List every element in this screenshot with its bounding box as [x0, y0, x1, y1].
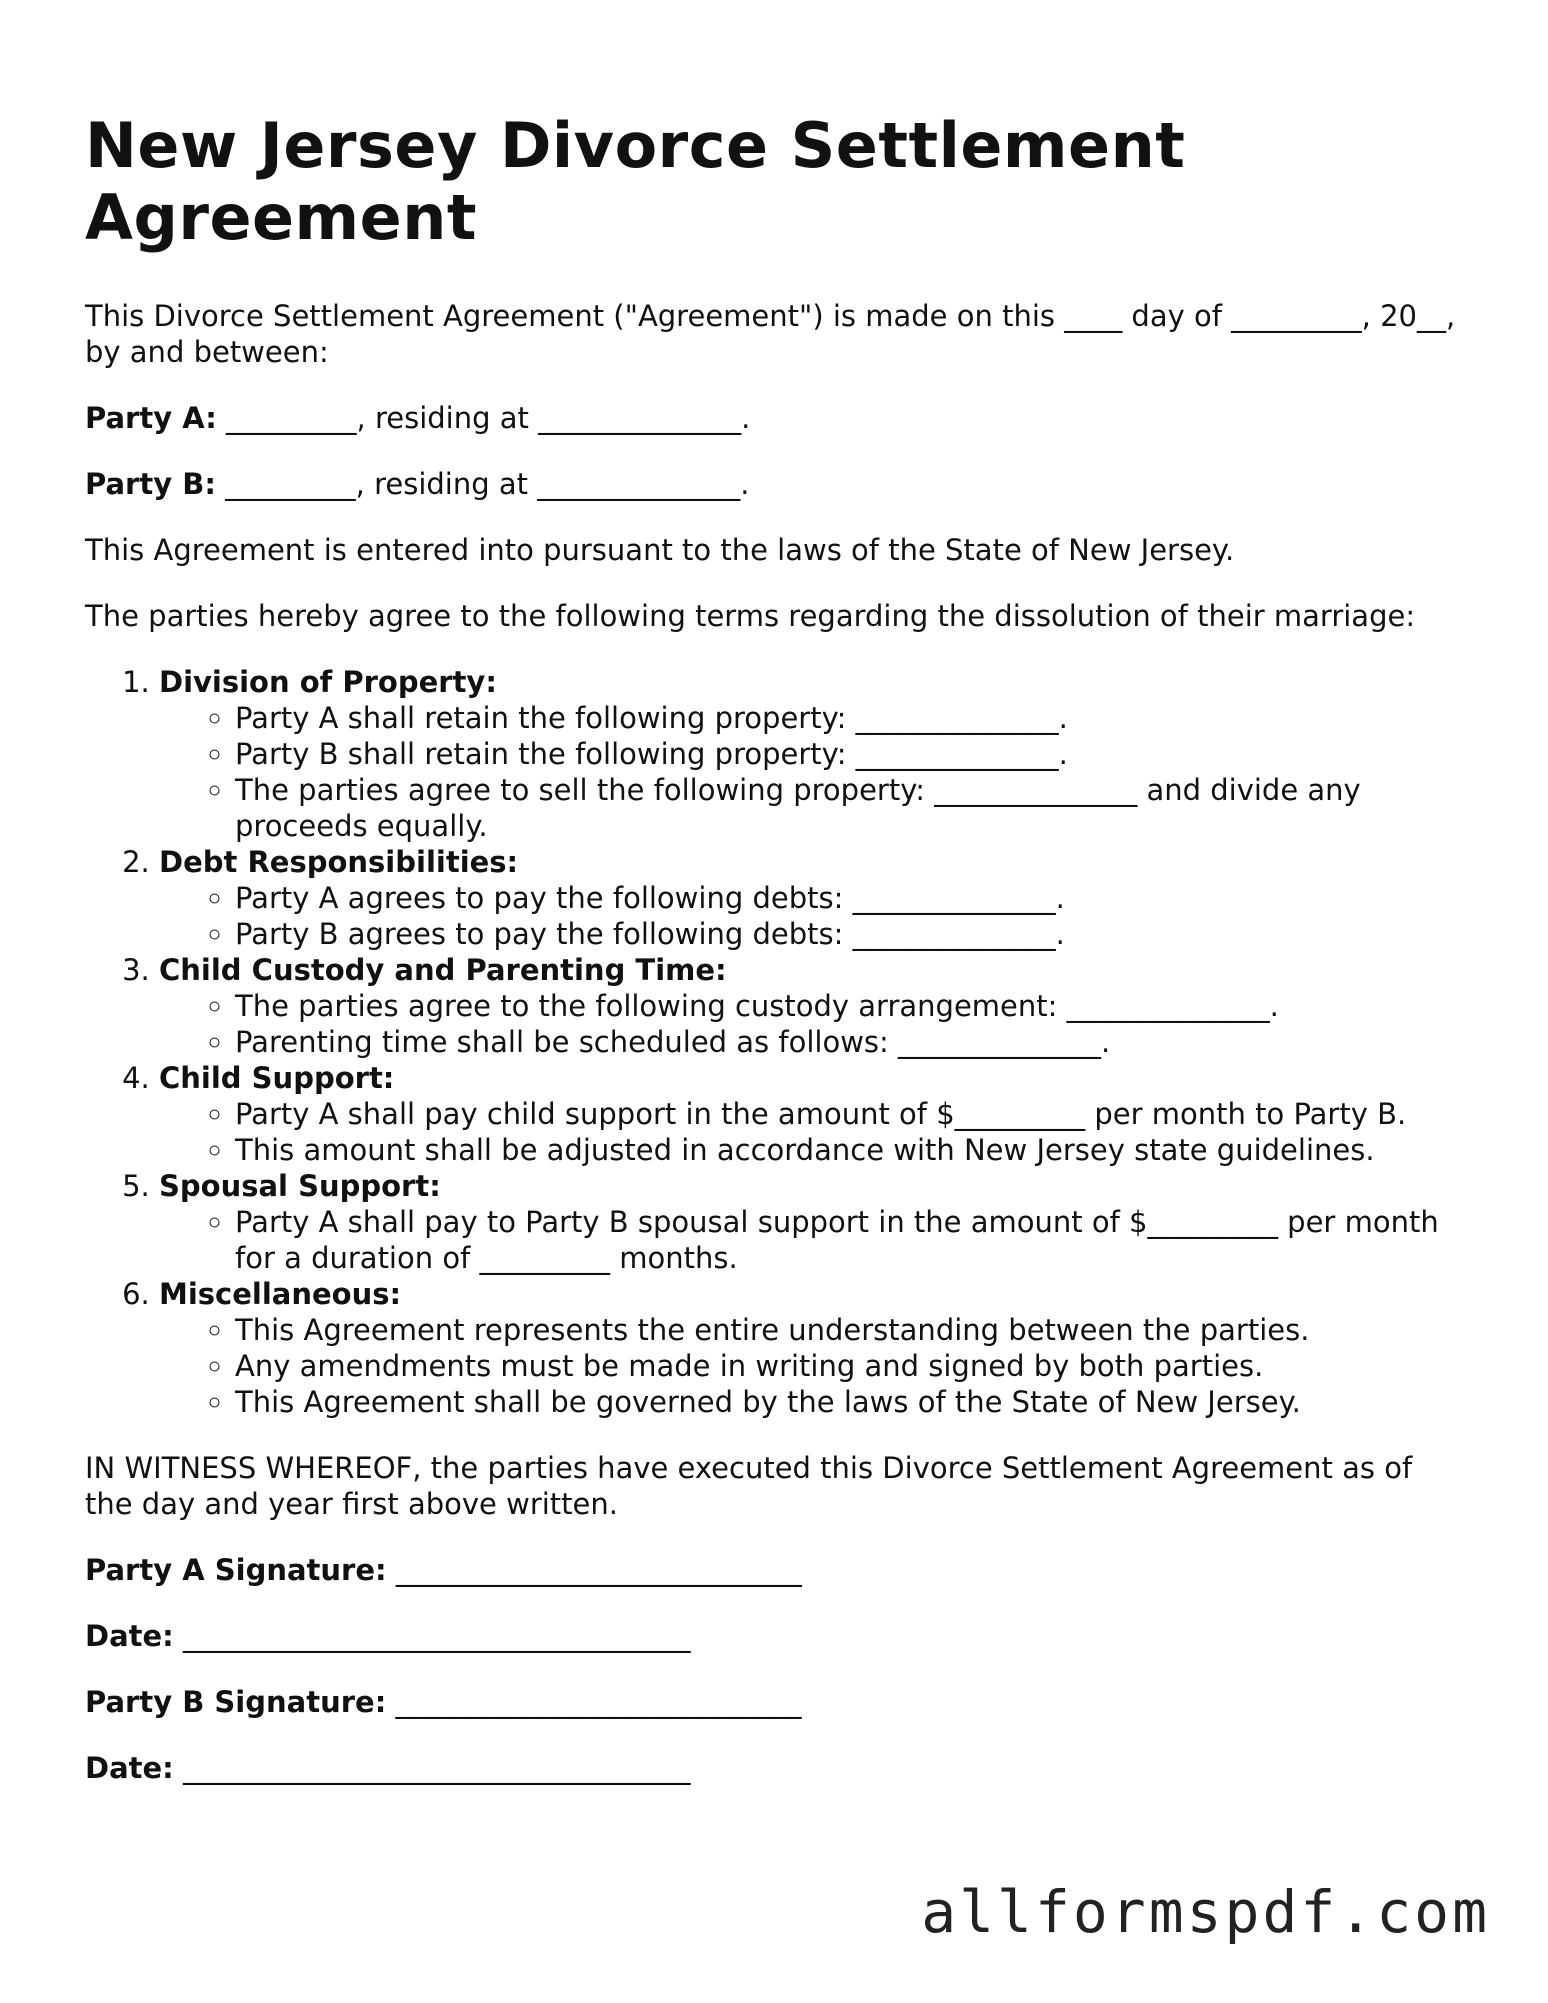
- section-debt-responsibilities: [159, 844, 1465, 952]
- party-a-label: Party A:: [85, 401, 217, 435]
- pursuant-paragraph: This Agreement is entered into pursuant to the laws of the State of New Jersey.: [85, 533, 1235, 567]
- terms-intro-paragraph: The parties hereby agree to the following terms regarding the dissolution of their marriage:: [85, 599, 1416, 633]
- list-item: ◦ Parenting time shall be scheduled as follows: ______________.: [235, 1024, 1465, 1060]
- list-item: ◦ Any amendments must be made in writing and signed by both parties.: [235, 1348, 1465, 1384]
- list-item: ◦ Party A shall pay child support in the amount of $_________ per month to Party B.: [235, 1096, 1465, 1132]
- section-items: [159, 988, 1465, 1060]
- section-items: [159, 1312, 1465, 1420]
- date-blank: ___________________________________: [173, 1619, 691, 1653]
- section-title: Miscellaneous:: [159, 1277, 402, 1311]
- list-item: ◦ Party A shall retain the following property: ______________.: [235, 700, 1465, 736]
- list-item: ◦ The parties agree to the following custody arrangement: ______________.: [235, 988, 1465, 1024]
- list-item: ◦ Party B shall retain the following property: ______________.: [235, 736, 1465, 772]
- document-page: [85, 110, 1465, 1816]
- list-item: ◦ This amount shall be adjusted in accordance with New Jersey state guidelines.: [235, 1132, 1465, 1168]
- party-b-date-line[interactable]: [85, 1750, 1465, 1786]
- section-miscellaneous: [159, 1276, 1465, 1420]
- list-item: ◦ Party B agrees to pay the following debts: ______________.: [235, 916, 1465, 952]
- list-item: ◦ The parties agree to sell the following property: ______________ and divide any proceeds equally.: [235, 772, 1465, 844]
- party-a-date-line[interactable]: [85, 1618, 1465, 1654]
- list-item: ◦ This Agreement represents the entire understanding between the parties.: [235, 1312, 1465, 1348]
- party-a-text: _________, residing at ______________.: [216, 401, 751, 435]
- party-b-text: _________, residing at ______________.: [215, 467, 750, 501]
- witness-paragraph: IN WITNESS WHEREOF, the parties have executed this Divorce Settlement Agreement as of the day and year first above written.: [85, 1451, 1413, 1521]
- document-title: New Jersey Divorce Settlement Agreement: [85, 109, 1186, 254]
- section-title: Debt Responsibilities:: [159, 845, 519, 879]
- list-item: ◦ Party A agrees to pay the following debts: ______________.: [235, 880, 1465, 916]
- party-a-line: [85, 400, 1465, 436]
- signature-block: [85, 1552, 1465, 1786]
- list-item: ◦ Party A shall pay to Party B spousal support in the amount of $_________ per month for a duration of _________ months.: [235, 1204, 1465, 1276]
- signature-blank: ____________________________: [386, 1553, 802, 1587]
- intro-paragraph: This Divorce Settlement Agreement ("Agreement") is made on this ____ day of _________, 20__, by and between:: [85, 299, 1456, 369]
- terms-list: [85, 664, 1465, 1420]
- section-title: Spousal Support:: [159, 1169, 441, 1203]
- date-label: Date:: [85, 1619, 174, 1653]
- date-label: Date:: [85, 1751, 174, 1785]
- section-items: [159, 1204, 1465, 1276]
- party-a-signature-line[interactable]: [85, 1552, 1465, 1588]
- section-items: [159, 700, 1465, 844]
- party-b-line: [85, 466, 1465, 502]
- section-child-support: [159, 1060, 1465, 1168]
- party-b-signature-line[interactable]: [85, 1684, 1465, 1720]
- site-watermark: allformspdf.com: [921, 1878, 1490, 1946]
- list-item: ◦ This Agreement shall be governed by the laws of the State of New Jersey.: [235, 1384, 1465, 1420]
- section-title: Child Custody and Parenting Time:: [159, 953, 727, 987]
- date-blank: ___________________________________: [173, 1751, 691, 1785]
- section-items: [159, 1096, 1465, 1168]
- party-b-label: Party B:: [85, 467, 216, 501]
- section-spousal-support: [159, 1168, 1465, 1276]
- signature-label: Party B Signature:: [85, 1685, 387, 1719]
- signature-label: Party A Signature:: [85, 1553, 387, 1587]
- section-child-custody: [159, 952, 1465, 1060]
- section-division-of-property: [159, 664, 1465, 844]
- section-items: [159, 880, 1465, 952]
- signature-blank: ____________________________: [386, 1685, 802, 1719]
- section-title: Child Support:: [159, 1061, 395, 1095]
- section-title: Division of Property:: [159, 665, 497, 699]
